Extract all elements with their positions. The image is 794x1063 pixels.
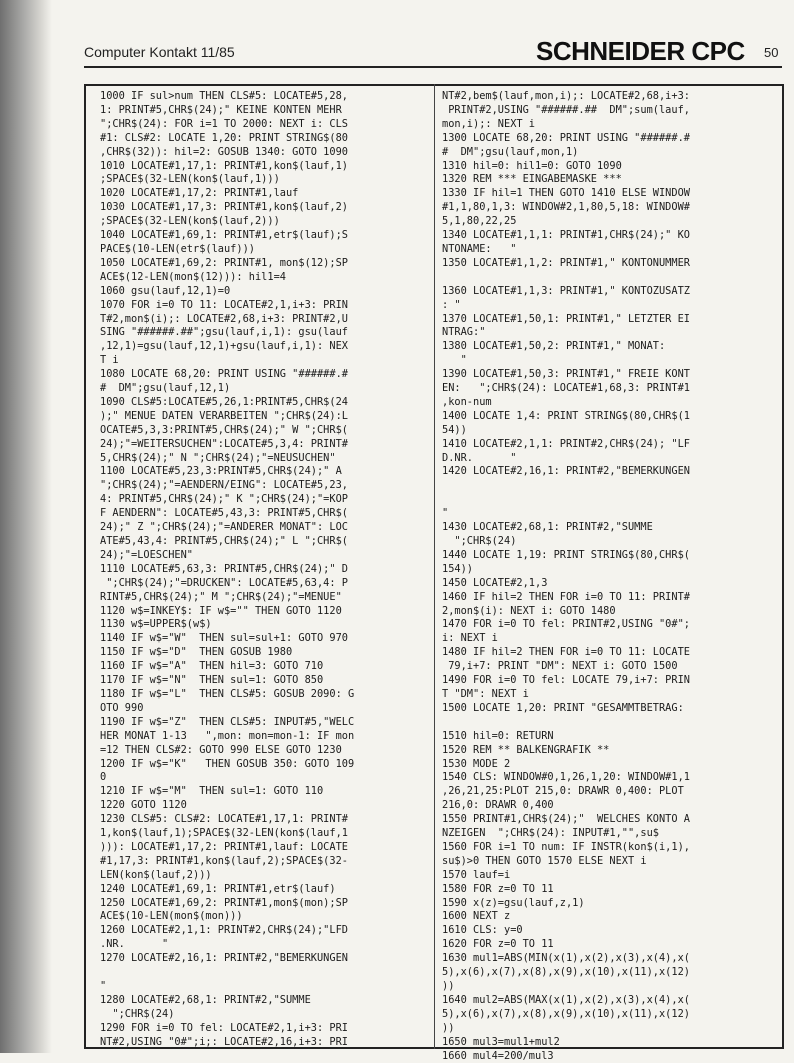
page-number: 50 xyxy=(764,45,779,60)
code-listing-left-column: 1000 IF sul>num THEN CLS#5: LOCATE#5,28, 1: PRINT#5,CHR$(24);" KEINE KONTEN MEHR ";CHR$(24): FOR i=1 TO 2000: NEXT i: CLS #1: CLS#2: LOCATE 1,20: PRINT STRING$(80 ,CHR$(32)): hil=2: GOSUB 1340: GOTO 1090 1010 LOCATE#1,17,1: PRINT#1,kon$(lauf,1) ;SPACE$(32-LEN(kon$(lauf,1))) 1020 LOCATE#1,17,2: PRINT#1,lauf 1030 LOCATE#1,17,3: PRINT#1,kon$(lauf,2) ;SPACE$(32-LEN(kon$(lauf,2))) 1040 LOCATE#1,69,1: PRINT#1,etr$(lauf);S PACE$(10-LEN(etr$(lauf))) 1050 LOCATE#1,69,2: PRINT#1, mon$(12);SP ACE$(12-LEN(mon$(12))): hil1=4 1060 gsu(lauf,12,1)=0 1070 FOR i=0 TO 11: LOCATE#2,1,i+3: PRIN T#2,mon$(i);: LOCATE#2,68,i+3: PRINT#2,U SING "######.##";gsu(lauf,i,1): gsu(lauf ,12,1)=gsu(lauf,12,1)+gsu(lauf,i,1): NEX T i 1080 LOCATE 68,20: PRINT USING "######.# # DM";gsu(lauf,12,1) 1090 CLS#5:LOCATE#5,26,1:PRINT#5,CHR$(24 );" MENUE DATEN VERARBEITEN ";CHR$(24):L OCATE#5,3,3:PRINT#5,CHR$(24);" W ";CHR$( 24);"=WEITERSUCHEN":LOCATE#5,3,4: PRINT# 5,CHR$(24);" N ";CHR$(24);"=NEUSUCHEN" 1100 LOCATE#5,23,3:PRINT#5,CHR$(24);" A ";CHR$(24);"=AENDERN/EING": LOCATE#5,23, 4: PRINT#5,CHR$(24);" K ";CHR$(24);"=KOP F AENDERN": LOCATE#5,43,3: PRINT#5,CHR$( 24);" Z ";CHR$(24);"=ANDERER MONAT": LOC ATE#5,43,4: PRINT#5,CHR$(24);" L ";CHR$( 24);"=LOESCHEN" 1110 LOCATE#5,63,3: PRINT#5,CHR$(24);" D ";CHR$(24);"=DRUCKEN": LOCATE#5,63,4: P RINT#5,CHR$(24);" M ";CHR$(24);"=MENUE" 1120 w$=INKEY$: IF w$="" THEN GOTO 1120 1130 w$=UPPER$(w$) 1140 IF w$="W" THEN sul=sul+1: GOTO 970 1150 IF w$="D" THEN GOSUB 1980 1160 IF w$="A" THEN hil=3: GOTO 710 1170 IF w$="N" THEN sul=1: GOTO 850 1180 IF w$="L" THEN CLS#5: GOSUB 2090: G OTO 990 1190 IF w$="Z" THEN CLS#5: INPUT#5,"WELC HER MONAT 1-13 ",mon: mon=mon-1: IF mon =12 THEN CLS#2: GOTO 990 ELSE GOTO 1230 1200 IF w$="K" THEN GOSUB 350: GOTO 109 0 1210 IF w$="M" THEN sul=1: GOTO 110 1220 GOTO 1120 1230 CLS#5: CLS#2: LOCATE#1,17,1: PRINT# 1,kon$(lauf,1);SPACE$(32-LEN(kon$(lauf,1 ))): LOCATE#1,17,2: PRINT#1,lauf: LOCATE #1,17,3: PRINT#1,kon$(lauf,2);SPACE$(32- LEN(kon$(lauf,2))) 1240 LOCATE#1,69,1: PRINT#1,etr$(lauf) 1250 LOCATE#1,69,2: PRINT#1,mon$(mon);SP ACE$(10-LEN(mon$(mon))) 1260 LOCATE#2,1,1: PRINT#2,CHR$(24);"LFD .NR. " 1270 LOCATE#2,16,1: PRINT#2,"BEMERKUNGEN " 1280 LOCATE#2,68,1: PRINT#2,"SUMME ";CHR$(24) 1290 FOR i=0 TO fel: LOCATE#2,1,i+3: PRI NT#2,USING "0#";i;: LOCATE#2,16,i+3: PRI xyxy=(100,90,355,1048)
magazine-issue-label: Computer Kontakt 11/85 xyxy=(84,44,235,60)
code-listing-right-column: NT#2,bem$(lauf,mon,i);: LOCATE#2,68,i+3: PRINT#2,USING "######.## DM";sum(lauf, mon,i);: NEXT i 1300 LOCATE 68,20: PRINT USING "######.# # DM";gsu(lauf,mon,1) 1310 hil=0: hil1=0: GOTO 1090 1320 REM *** EINGABEMASKE *** 1330 IF hil=1 THEN GOTO 1410 ELSE WINDOW #1,1,80,1,3: WINDOW#2,1,80,5,18: WINDOW# 5,1,80,22,25 1340 LOCATE#1,1,1: PRINT#1,CHR$(24);" KO NTONAME: " 1350 LOCATE#1,1,2: PRINT#1," KONTONUMMER 1360 LOCATE#1,1,3: PRINT#1," KONTOZUSATZ : " 1370 LOCATE#1,50,1: PRINT#1," LETZTER EI NTRAG:" 1380 LOCATE#1,50,2: PRINT#1," MONAT: " 1390 LOCATE#1,50,3: PRINT#1," FREIE KONT EN: ";CHR$(24): LOCATE#1,68,3: PRINT#1 ,kon-num 1400 LOCATE 1,4: PRINT STRING$(80,CHR$(1 54)) 1410 LOCATE#2,1,1: PRINT#2,CHR$(24); "LF D.NR. " 1420 LOCATE#2,16,1: PRINT#2,"BEMERKUNGEN " 1430 LOCATE#2,68,1: PRINT#2,"SUMME ";CHR$(24) 1440 LOCATE 1,19: PRINT STRING$(80,CHR$( 154)) 1450 LOCATE#2,1,3 1460 IF hil=2 THEN FOR i=0 TO 11: PRINT# 2,mon$(i): NEXT i: GOTO 1480 1470 FOR i=0 TO fel: PRINT#2,USING "0#"; i: NEXT i 1480 IF hil=2 THEN FOR i=0 TO 11: LOCATE 79,i+7: PRINT "DM": NEXT i: GOTO 1500 1490 FOR i=0 TO fel: LOCATE 79,i+7: PRIN T "DM": NEXT i 1500 LOCATE 1,20: PRINT "GESAMMTBETRAG: 1510 hil=0: RETURN 1520 REM ** BALKENGRAFIK ** 1530 MODE 2 1540 CLS: WINDOW#0,1,26,1,20: WINDOW#1,1 ,26,21,25:PLOT 215,0: DRAWR 0,400: PLOT 216,0: DRAWR 0,400 1550 PRINT#1,CHR$(24);" WELCHES KONTO A NZEIGEN ";CHR$(24): INPUT#1,"",su$ 1560 FOR i=1 TO num: IF INSTR(kon$(i,1), su$)>0 THEN GOTO 1570 ELSE NEXT i 1570 lauf=i 1580 FOR z=0 TO 11 1590 x(z)=gsu(lauf,z,1) 1600 NEXT z 1610 CLS: y=0 1620 FOR z=0 TO 11 1630 mul1=ABS(MIN(x(1),x(2),x(3),x(4),x( 5),x(6),x(7),x(8),x(9),x(10),x(11),x(12) )) 1640 mul2=ABS(MAX(x(1),x(2),x(3),x(4),x( 5),x(6),x(7),x(8),x(9),x(10),x(11),x(12) )) 1650 mul3=mul1+mul2 1660 mul4=200/mul3 xyxy=(442,90,690,1062)
page-binding-shadow xyxy=(0,0,52,1053)
header-rule xyxy=(84,66,782,68)
section-title: SCHNEIDER CPC xyxy=(536,36,745,66)
column-divider xyxy=(434,84,435,1049)
